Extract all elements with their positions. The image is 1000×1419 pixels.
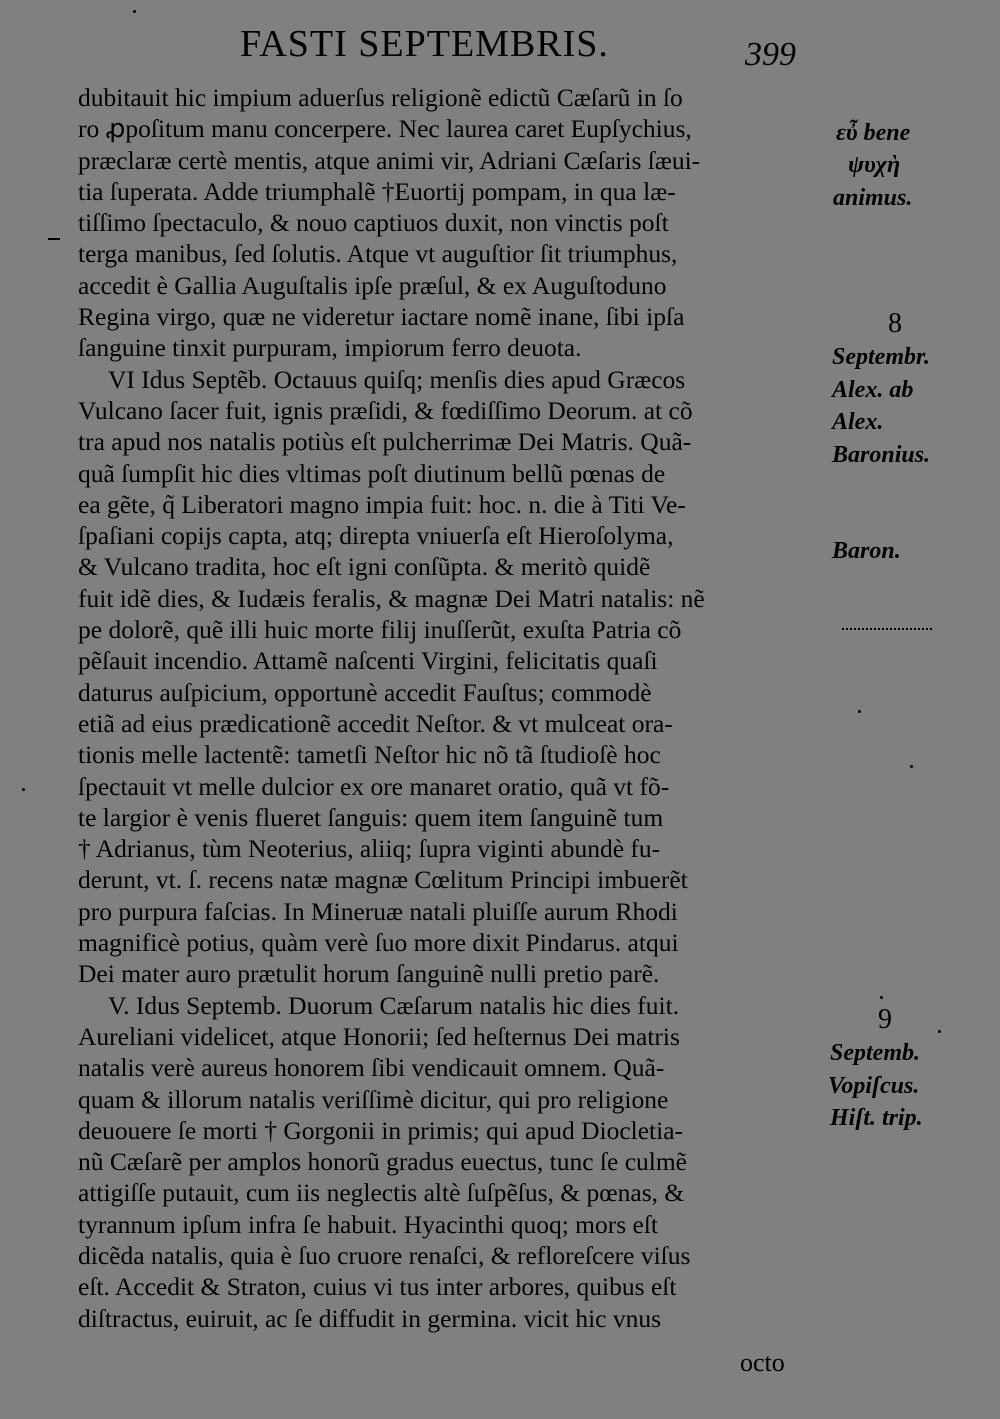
running-title: FASTI SEPTEMBRIS. — [240, 23, 609, 65]
text-line: quam & illorum natalis veriſſimè dicitur, qui pro religione — [78, 1084, 669, 1114]
text-line: præclaræ certè mentis, atque animi vir, Adriani Cæſaris ſæui- — [78, 145, 701, 175]
margin-note-alex-ab: Alex. ab — [832, 377, 914, 403]
text-line: ſpaſiani copijs capta, atq; direpta vniuerſa eſt Hieroſolyma, — [78, 521, 674, 551]
text-line: dubitauit hic impium aduerſus religionẽ edictũ Cæſarũ in ſo — [78, 83, 683, 112]
text-line: te largior è venis flueret ſanguis: quem item ſanguinẽ tum — [78, 802, 664, 832]
text-line: ea gẽte, q̃ Liberatori magno impia fuit: hoc. n. die à Titi Ve- — [78, 489, 686, 519]
margin-note-vopiscus: Vopiſcus. — [828, 1073, 920, 1099]
text-line: diſtractus, euiruit, ac ſe diffudit in germina. vicit hic vnus — [78, 1303, 662, 1333]
margin-note-eu-bene: εὖ bene — [836, 120, 911, 146]
body-text — [78, 82, 820, 1334]
text-line: Regina virgo, quæ ne videretur iactare nomẽ inane, ſibi ipſa — [78, 302, 685, 332]
text-line: attigiſſe putauit, cum iis neglectis altè ſuſpẽſus, & pœnas, & — [78, 1178, 685, 1208]
text-line: † Adrianus, tùm Neoterius, aliiq; ſupra viginti abundè fu- — [78, 834, 661, 864]
text-line: pro purpura faſcias. In Mineruæ natali pluiſſe aurum Rhodi — [78, 896, 678, 926]
ink-dash — [48, 238, 60, 240]
margin-note-psyche: ψυχὴ — [848, 152, 901, 178]
text-line: derunt, vt. ſ. recens natæ magnæ Cœlitum Principi imbuerẽt — [78, 865, 688, 895]
text-line: terga manibus, ſed ſolutis. Atque vt auguſtior ſit triumphus, — [78, 239, 678, 269]
ink-speck — [22, 788, 25, 791]
ink-speck — [938, 1030, 941, 1033]
text-line: tra apud nos natalis potiùs eſt pulcherrimæ Dei Matris. Quã- — [78, 427, 692, 457]
text-line: magnificè potius, quàm verè ſuo more dixit Pindarus. atqui — [78, 928, 679, 958]
text-line: tionis melle lactentẽ: tametſi Neſtor hic nõ tã ſtudioſè hoc — [78, 740, 661, 770]
ink-speck — [880, 996, 883, 999]
margin-note-baron: Baron. — [832, 538, 901, 564]
margin-note-baronius: Baronius. — [832, 442, 931, 468]
text-line: quã ſumpſit hic dies vltimas poſt diutinum bellũ pœnas de — [78, 458, 666, 488]
text-line: tiſſimo ſpectaculo, & nouo captiuos duxit, non vinctis poſt — [78, 208, 669, 238]
text-line: V. Idus Septemb. Duorum Cæſarum natalis hic dies fuit. — [108, 990, 680, 1020]
text-line: etiã ad eius prædicationẽ accedit Neſtor. & vt mulceat ora- — [78, 708, 673, 738]
margin-note-date-8: 8 — [888, 308, 902, 339]
text-line: tyrannum ipſum infra ſe habuit. Hyacinthi quoq; mors eſt — [78, 1209, 659, 1239]
text-line: dicẽda natalis, quia è ſuo cruore renaſci, & refloreſcere viſus — [78, 1240, 691, 1270]
text-line: eſt. Accedit & Straton, cuius vi tus inter arbores, quibus eſt — [78, 1272, 677, 1302]
text-line: nũ Cæſarẽ per amplos honorũ gradus euectus, tunc ſe culmẽ — [78, 1147, 687, 1177]
text-line: & Vulcano tradita, hoc eſt igni conſũpta. & meritò quidẽ — [78, 552, 651, 582]
margin-note-alex: Alex. — [832, 409, 884, 435]
text-line: tia ſuperata. Adde triumphalẽ †Euortij pompam, in qua læ- — [78, 176, 676, 206]
ink-dash — [842, 628, 932, 630]
text-line: fuit idẽ dies, & Iudæis feralis, & magnæ Dei Matri natalis: nẽ — [78, 583, 705, 613]
text-line: deuouere ſe morti † Gorgonii in primis; qui apud Diocletia- — [78, 1115, 684, 1145]
text-line: ro ꝓpoſitum manu concerpere. Nec laurea caret Eupſychius, — [78, 114, 692, 144]
margin-note-septembr: Septembr. — [832, 344, 931, 370]
text-line: pe dolorẽ, quẽ illi huic morte filij inuſſerũt, exuſta Patria cõ — [78, 615, 682, 645]
text-line: accedit è Gallia Auguſtalis ipſe præſul, & ex Auguſtoduno — [78, 270, 667, 300]
ink-speck — [133, 10, 136, 13]
text-line: daturus auſpicium, opportunè accedit Fauſtus; commodè — [78, 677, 652, 707]
catchword: octo — [740, 1348, 785, 1377]
text-line: Aureliani videlicet, atque Honorii; ſed heſternus Dei matris — [78, 1021, 680, 1051]
margin-note-septemb: Septemb. — [830, 1040, 920, 1066]
text-line: ſanguine tinxit purpuram, impiorum ferro deuota. — [78, 333, 582, 363]
margin-note-date-9: 9 — [878, 1004, 892, 1035]
text-line: Vulcano ſacer fuit, ignis præſidi, & fœdiſſimo Deorum. at cõ — [78, 395, 693, 425]
margin-note-animus: animus. — [833, 185, 913, 211]
ink-speck — [910, 765, 913, 768]
ink-speck — [858, 710, 861, 713]
text-line: natalis verè aureus honorem ſibi vendicauit omnem. Quã- — [78, 1053, 665, 1083]
text-line: VI Idus Septẽb. Octauus quiſq; menſis dies apud Græcos — [108, 364, 686, 394]
text-line: ſpectauit vt melle dulcior ex ore manaret oratio, quã vt fõ- — [78, 771, 670, 801]
margin-note-hist-trip: Hiſt. trip. — [830, 1105, 923, 1131]
text-line: pẽſauit incendio. Attamẽ naſcenti Virgini, felicitatis quaſi — [78, 646, 658, 676]
page-number: 399 — [745, 36, 796, 73]
text-line: Dei mater auro prætulit horum ſanguinẽ nulli pretio parẽ. — [78, 959, 660, 989]
